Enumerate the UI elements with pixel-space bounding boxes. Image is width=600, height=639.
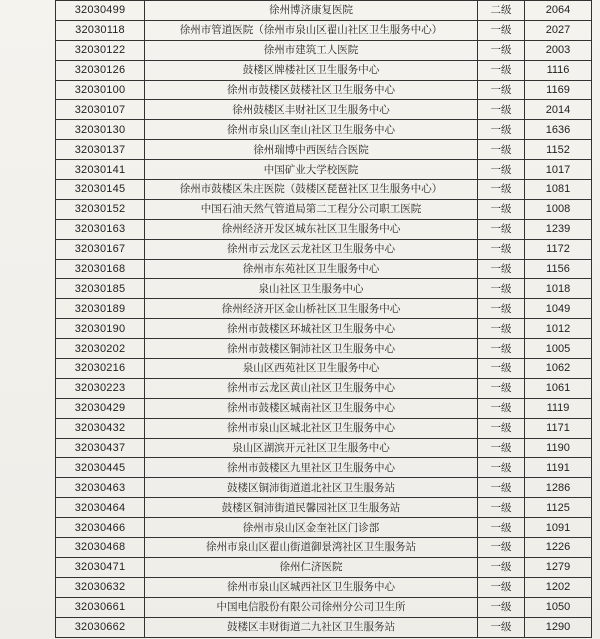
code-cell: 32030445 <box>56 458 145 478</box>
table-row <box>56 60 592 80</box>
number-cell: 1290 <box>525 617 592 637</box>
name-cell: 徐州市管道医院（徐州市泉山区翟山社区卫生服务中心） <box>145 20 478 40</box>
code-cell: 32030107 <box>56 100 145 120</box>
code-cell: 32030189 <box>56 299 145 319</box>
code-cell: 32030464 <box>56 498 145 518</box>
code-cell: 32030185 <box>56 279 145 299</box>
table-row <box>56 1 592 21</box>
number-cell: 1125 <box>525 498 592 518</box>
table-row <box>56 498 592 518</box>
table-row <box>56 20 592 40</box>
name-cell: 徐州市云龙区黄山社区卫生服务中心 <box>145 378 478 398</box>
code-cell: 32030463 <box>56 478 145 498</box>
code-cell: 32030130 <box>56 120 145 140</box>
code-cell: 32030118 <box>56 20 145 40</box>
level-cell: 一级 <box>478 299 525 319</box>
level-cell: 一级 <box>478 458 525 478</box>
code-cell: 32030167 <box>56 239 145 259</box>
table-row <box>56 259 592 279</box>
level-cell: 一级 <box>478 378 525 398</box>
table-row <box>56 140 592 160</box>
table-row <box>56 199 592 219</box>
hospital-table-body <box>56 1 592 638</box>
level-cell: 一级 <box>478 160 525 180</box>
number-cell: 1172 <box>525 239 592 259</box>
name-cell: 徐州市鼓楼区铜沛社区卫生服务中心 <box>145 339 478 359</box>
name-cell: 中国石油天然气管道局第二工程分公司职工医院 <box>145 199 478 219</box>
number-cell: 1202 <box>525 577 592 597</box>
level-cell: 一级 <box>478 398 525 418</box>
code-cell: 32030152 <box>56 199 145 219</box>
table-row <box>56 359 592 379</box>
number-cell: 1017 <box>525 160 592 180</box>
number-cell: 1091 <box>525 518 592 538</box>
level-cell: 一级 <box>478 319 525 339</box>
table-row <box>56 100 592 120</box>
level-cell: 一级 <box>478 478 525 498</box>
level-cell: 一级 <box>478 577 525 597</box>
code-cell: 32030141 <box>56 160 145 180</box>
name-cell: 鼓楼区铜沛街道道北社区卫生服务站 <box>145 478 478 498</box>
level-cell: 一级 <box>478 199 525 219</box>
code-cell: 32030163 <box>56 219 145 239</box>
code-cell: 32030432 <box>56 418 145 438</box>
code-cell: 32030661 <box>56 597 145 617</box>
name-cell: 中国矿业大学校医院 <box>145 160 478 180</box>
level-cell: 一级 <box>478 359 525 379</box>
name-cell: 徐州市鼓楼区鼓楼社区卫生服务中心 <box>145 80 478 100</box>
table-row <box>56 418 592 438</box>
table-row <box>56 538 592 558</box>
table-row <box>56 120 592 140</box>
number-cell: 1061 <box>525 378 592 398</box>
number-cell: 1190 <box>525 438 592 458</box>
name-cell: 中国电信股份有限公司徐州分公司卫生所 <box>145 597 478 617</box>
table-row <box>56 518 592 538</box>
number-cell: 1169 <box>525 80 592 100</box>
name-cell: 徐州经济开区金山桥社区卫生服务中心 <box>145 299 478 319</box>
number-cell: 1005 <box>525 339 592 359</box>
name-cell: 徐州市鼓楼区城南社区卫生服务中心 <box>145 398 478 418</box>
level-cell: 一级 <box>478 80 525 100</box>
number-cell: 1008 <box>525 199 592 219</box>
name-cell: 鼓楼区丰财街道二九社区卫生服务站 <box>145 617 478 637</box>
number-cell: 1152 <box>525 140 592 160</box>
table-row <box>56 557 592 577</box>
table-row <box>56 339 592 359</box>
hospital-table <box>55 0 592 638</box>
number-cell: 1116 <box>525 60 592 80</box>
level-cell: 一级 <box>478 438 525 458</box>
code-cell: 32030202 <box>56 339 145 359</box>
name-cell: 徐州博济康复医院 <box>145 1 478 21</box>
table-row <box>56 319 592 339</box>
code-cell: 32030223 <box>56 378 145 398</box>
table-row <box>56 180 592 200</box>
level-cell: 一级 <box>478 100 525 120</box>
name-cell: 徐州市泉山区城西社区卫生服务中心 <box>145 577 478 597</box>
name-cell: 徐州仁济医院 <box>145 557 478 577</box>
table-row <box>56 617 592 637</box>
level-cell: 一级 <box>478 597 525 617</box>
code-cell: 32030429 <box>56 398 145 418</box>
level-cell: 一级 <box>478 259 525 279</box>
number-cell: 1049 <box>525 299 592 319</box>
table-row <box>56 160 592 180</box>
level-cell: 一级 <box>478 20 525 40</box>
level-cell: 一级 <box>478 120 525 140</box>
level-cell: 二级 <box>478 1 525 21</box>
name-cell: 徐州市东苑社区卫生服务中心 <box>145 259 478 279</box>
level-cell: 一级 <box>478 518 525 538</box>
code-cell: 32030437 <box>56 438 145 458</box>
level-cell: 一级 <box>478 617 525 637</box>
name-cell: 鼓楼区牌楼社区卫生服务中心 <box>145 60 478 80</box>
name-cell: 泉山区湖滨开元社区卫生服务中心 <box>145 438 478 458</box>
code-cell: 32030216 <box>56 359 145 379</box>
table-row <box>56 597 592 617</box>
level-cell: 一级 <box>478 538 525 558</box>
name-cell: 徐州市泉山区奎山社区卫生服务中心 <box>145 120 478 140</box>
level-cell: 一级 <box>478 60 525 80</box>
code-cell: 32030168 <box>56 259 145 279</box>
level-cell: 一级 <box>478 279 525 299</box>
table-row <box>56 80 592 100</box>
number-cell: 1012 <box>525 319 592 339</box>
name-cell: 徐州市泉山区翟山街道御景湾社区卫生服务站 <box>145 538 478 558</box>
level-cell: 一级 <box>478 339 525 359</box>
name-cell: 徐州市鼓楼区朱庄医院（鼓楼区琵琶社区卫生服务中心） <box>145 180 478 200</box>
code-cell: 32030499 <box>56 1 145 21</box>
number-cell: 1636 <box>525 120 592 140</box>
name-cell: 泉山区西苑社区卫生服务中心 <box>145 359 478 379</box>
name-cell: 徐州鼓楼区丰财社区卫生服务中心 <box>145 100 478 120</box>
number-cell: 1081 <box>525 180 592 200</box>
table-row <box>56 398 592 418</box>
code-cell: 32030632 <box>56 577 145 597</box>
code-cell: 32030468 <box>56 538 145 558</box>
code-cell: 32030126 <box>56 60 145 80</box>
number-cell: 1171 <box>525 418 592 438</box>
level-cell: 一级 <box>478 418 525 438</box>
table-row <box>56 478 592 498</box>
table-row <box>56 219 592 239</box>
number-cell: 1062 <box>525 359 592 379</box>
name-cell: 徐州市鼓楼区九里社区卫生服务中心 <box>145 458 478 478</box>
table-row <box>56 279 592 299</box>
code-cell: 32030145 <box>56 180 145 200</box>
table-row <box>56 239 592 259</box>
number-cell: 1050 <box>525 597 592 617</box>
number-cell: 2064 <box>525 1 592 21</box>
code-cell: 32030471 <box>56 557 145 577</box>
level-cell: 一级 <box>478 40 525 60</box>
number-cell: 1279 <box>525 557 592 577</box>
level-cell: 一级 <box>478 180 525 200</box>
number-cell: 2027 <box>525 20 592 40</box>
name-cell: 徐州经济开发区城东社区卫生服务中心 <box>145 219 478 239</box>
level-cell: 一级 <box>478 498 525 518</box>
number-cell: 1239 <box>525 219 592 239</box>
name-cell: 徐州市云龙区云龙社区卫生服务中心 <box>145 239 478 259</box>
code-cell: 32030466 <box>56 518 145 538</box>
number-cell: 2014 <box>525 100 592 120</box>
name-cell: 徐州市建筑工人医院 <box>145 40 478 60</box>
number-cell: 1018 <box>525 279 592 299</box>
name-cell: 徐州市泉山区城北社区卫生服务中心 <box>145 418 478 438</box>
table-row <box>56 577 592 597</box>
number-cell: 1156 <box>525 259 592 279</box>
number-cell: 1226 <box>525 538 592 558</box>
name-cell: 鼓楼区铜沛街道民馨园社区卫生服务站 <box>145 498 478 518</box>
number-cell: 1119 <box>525 398 592 418</box>
table-row <box>56 40 592 60</box>
code-cell: 32030122 <box>56 40 145 60</box>
level-cell: 一级 <box>478 219 525 239</box>
level-cell: 一级 <box>478 239 525 259</box>
code-cell: 32030662 <box>56 617 145 637</box>
table-row <box>56 299 592 319</box>
table-row <box>56 438 592 458</box>
level-cell: 一级 <box>478 140 525 160</box>
level-cell: 一级 <box>478 557 525 577</box>
number-cell: 1191 <box>525 458 592 478</box>
name-cell: 徐州瑞博中西医结合医院 <box>145 140 478 160</box>
name-cell: 徐州市鼓楼区环城社区卫生服务中心 <box>145 319 478 339</box>
number-cell: 2003 <box>525 40 592 60</box>
name-cell: 徐州市泉山区金奎社区门诊部 <box>145 518 478 538</box>
code-cell: 32030137 <box>56 140 145 160</box>
name-cell: 泉山社区卫生服务中心 <box>145 279 478 299</box>
table-row <box>56 378 592 398</box>
table-row <box>56 458 592 478</box>
number-cell: 1286 <box>525 478 592 498</box>
code-cell: 32030100 <box>56 80 145 100</box>
code-cell: 32030190 <box>56 319 145 339</box>
